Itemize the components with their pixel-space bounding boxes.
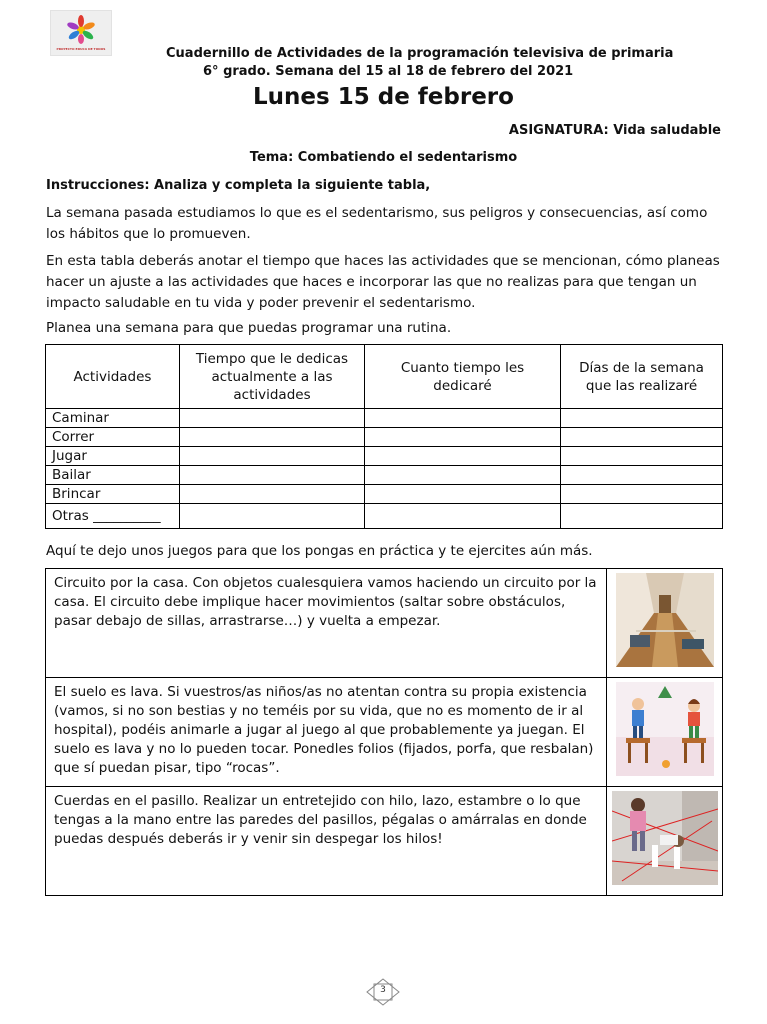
subject-label: ASIGNATURA: Vida saludable <box>508 123 721 138</box>
game-description: El suelo es lava. Si vuestros/as niños/as no atentan contra su propia existencia (vamos, si no son bestias y no teméis por su vida, que no es momento de ir al hospital), podéis animarle a jugar al juego al que probablemente ya juegan. El suelo es lava y no lo pueden tocar. Ponedles folios (fijados, porfa, que resbalan) que sí puedan pisar, tipo “rocas”. <box>46 678 607 787</box>
current-time-cell[interactable] <box>180 447 365 466</box>
column-header-planned-time: Cuanto tiempo les dedicaré <box>365 345 561 409</box>
table-row <box>46 428 723 447</box>
planned-time-cell[interactable] <box>365 447 561 466</box>
current-time-cell[interactable] <box>180 466 365 485</box>
game-image-cell <box>607 787 723 896</box>
game-image-cell <box>607 678 723 787</box>
grade-week: 6° grado. Semana del 15 al 18 de febrero del 2021 <box>203 64 574 79</box>
days-cell[interactable] <box>561 428 723 447</box>
column-header-current-time: Tiempo que le dedicas actualmente a las actividades <box>180 345 365 409</box>
string-maze-photo <box>612 791 718 885</box>
table-row <box>46 485 723 504</box>
game-row <box>46 678 723 787</box>
planned-time-cell[interactable] <box>365 428 561 447</box>
program-logo <box>50 10 112 56</box>
booklet-title: Cuadernillo de Actividades de la programación televisiva de primaria <box>166 46 674 61</box>
games-table <box>45 568 723 896</box>
days-cell[interactable] <box>561 485 723 504</box>
current-time-cell[interactable] <box>180 428 365 447</box>
game-description: Cuerdas en el pasillo. Realizar un entretejido con hilo, lazo, estambre o lo que tengas a la mano entre las paredes del pasillos, pégalas o amárralas en donde puedas después deberás ir y venir sin despegar los hilos! <box>46 787 607 896</box>
current-time-cell[interactable] <box>180 504 365 529</box>
column-header-activities: Actividades <box>46 345 180 409</box>
days-cell[interactable] <box>561 504 723 529</box>
kids-on-chairs-illustration <box>616 682 714 776</box>
current-time-cell[interactable] <box>180 409 365 428</box>
game-row <box>46 569 723 678</box>
column-header-days: Días de la semana que las realizaré <box>561 345 723 409</box>
page-title: Lunes 15 de febrero <box>253 84 514 110</box>
game-row <box>46 787 723 896</box>
planned-time-cell[interactable] <box>365 485 561 504</box>
table-row <box>46 409 723 428</box>
paragraph-intro: La semana pasada estudiamos lo que es el sedentarismo, sus peligros y consecuencias, así como los hábitos que lo promueven. <box>46 205 708 242</box>
game-description: Circuito por la casa. Con objetos cualesquiera vamos haciendo un circuito por la casa. El circuito debe implique hacer movimientos (saltar sobre obstáculos, pasar debajo de sillas, arrastrarse…) y vuelta a empezar. <box>46 569 607 678</box>
days-cell[interactable] <box>561 466 723 485</box>
planned-time-cell[interactable] <box>365 466 561 485</box>
days-cell[interactable] <box>561 447 723 466</box>
table-row <box>46 447 723 466</box>
hallway-circuit-photo <box>616 573 714 667</box>
current-time-cell[interactable] <box>180 485 365 504</box>
logo-caption: PROYECTO EDUCA DE TODOS <box>56 48 106 51</box>
activity-plan-table <box>45 344 723 529</box>
activity-label: Jugar <box>46 447 180 466</box>
topic-label: Tema: Combatiendo el sedentarismo <box>249 150 518 165</box>
table-row <box>46 504 723 529</box>
days-cell[interactable] <box>561 409 723 428</box>
activity-label: Otras __________ <box>46 504 180 529</box>
paragraph-plan-week: Planea una semana para que puedas programar una rutina. <box>46 320 452 336</box>
games-intro: Aquí te dejo unos juegos para que los pongas en práctica y te ejercites aún más. <box>46 543 593 559</box>
planned-time-cell[interactable] <box>365 409 561 428</box>
page-number: 3 <box>380 985 386 995</box>
activity-label: Caminar <box>46 409 180 428</box>
activity-label: Bailar <box>46 466 180 485</box>
instructions: Instrucciones: Analiza y completa la siguiente tabla, <box>46 178 431 193</box>
page-number-badge <box>365 978 401 1006</box>
table-header-row <box>46 345 723 409</box>
planned-time-cell[interactable] <box>365 504 561 529</box>
game-image-cell <box>607 569 723 678</box>
activity-label: Brincar <box>46 485 180 504</box>
activity-label: Correr <box>46 428 180 447</box>
table-row <box>46 466 723 485</box>
paragraph-table-instructions: En esta tabla deberás anotar el tiempo que haces las actividades que se mencionan, cómo planeas hacer un ajuste a las actividades que haces e incorporar las que no realizas para que tengan un impacto saludable en tu vida y poder prevenir el sedentarismo. <box>46 253 720 311</box>
